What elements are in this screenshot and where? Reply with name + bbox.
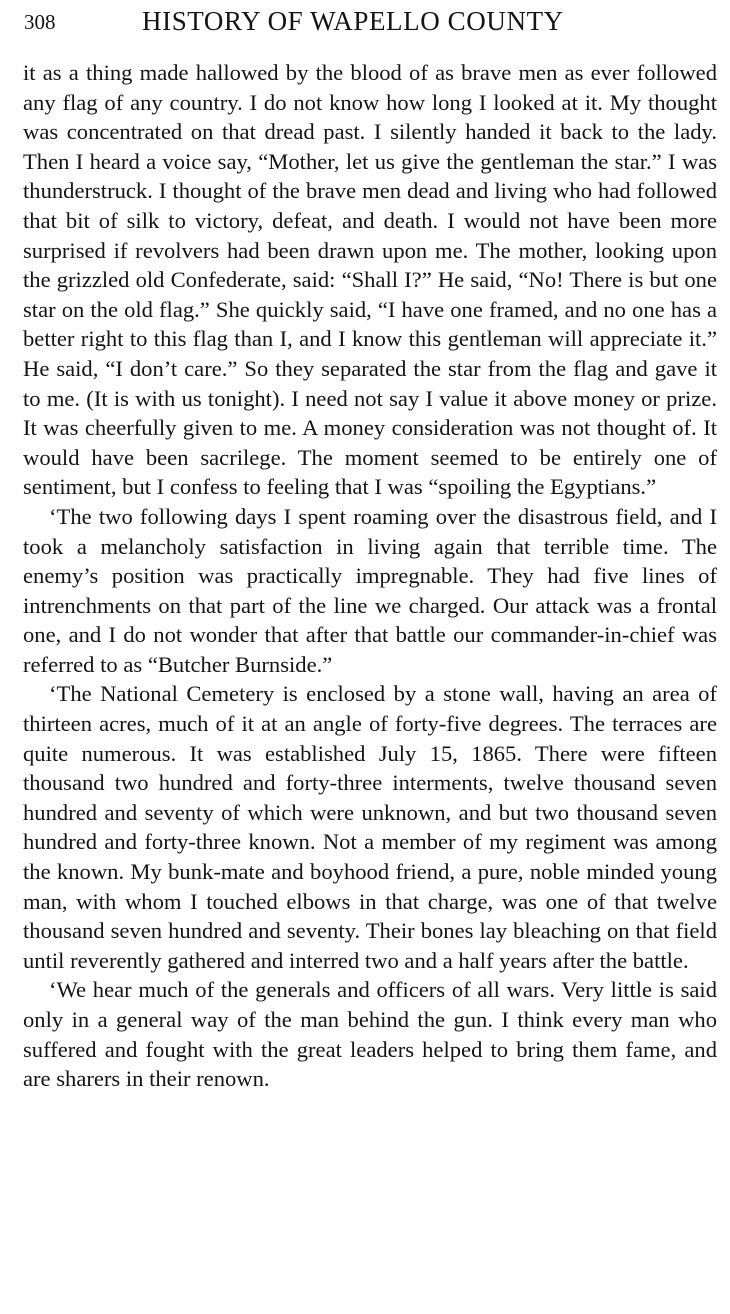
paragraph-3: ‘The National Cemetery is enclosed by a stone wall, having an area of thirteen acres, much of it at an angle of forty-five degrees. The terraces are quite numerous. It was established July 15, 1865. There were fifteen thousand two hundred and forty-three interments, twelve thousand seven hundred and seventy of which were unknown, and but two thousand seven hundred and forty-three known. Not a member of my regiment was among the known. My bunk-mate and boyhood friend, a pure, noble minded young man, with whom I touched elbows in that charge, was one of that twelve thousand seven hundred and seventy. Their bones lay bleaching on that field until reverently gathered and interred two and a half years after the battle. [23,681,717,973]
paragraph-1: it as a thing made hallowed by the blood of as brave men as ever followed any flag of any country. I do not know how long I looked at it. My thought was concentrated on that dread past. I silently handed it back to the lady. Then I heard a voice say, “Mother, let us give the gentleman the star.” I was thunderstruck. I thought of the brave men dead and living who had followed that bit of silk to victory, defeat, and death. I would not have been more surprised if revolvers had been drawn upon me. The mother, looking upon the grizzled old Confederate, said: “Shall I?” He said, “No! There is but one star on the old flag.” She quickly said, “I have one framed, and no one has a better right to this flag than I, and I know this gentleman will appreciate it.” He said, “I don’t care.” So they separated the star from the flag and gave it to me. (It is with us tonight). I need not say I value it above money or prize. It was cheerfully given to me. A money consideration was not thought of. It would have been sacrilege. The moment seemed to be entirely one of sentiment, but I confess to feeling that I was “spoiling the Egyptians.” [23,60,717,500]
page-number: 308 [24,10,56,34]
running-head: HISTORY OF WAPELLO COUNTY [142,6,564,36]
paragraph-2: ‘The two following days I spent roaming over the disastrous field, and I took a melancholy satisfaction in living again that terrible time. The enemy’s position was practically impregnable. They had five lines of intrenchments on that part of the line we charged. Our attack was a frontal one, and I do not wonder that after that battle our commander-in-chief was referred to as “Butcher Burnside.” [23,503,717,677]
body-text [23,58,717,1094]
paragraph-4: ‘We hear much of the generals and officers of all wars. Very little is said only in a general way of the man behind the gun. I think every man who suffered and fought with the great leaders helped to bring them fame, and are sharers in their renown. [23,977,717,1092]
page-header [24,6,716,40]
